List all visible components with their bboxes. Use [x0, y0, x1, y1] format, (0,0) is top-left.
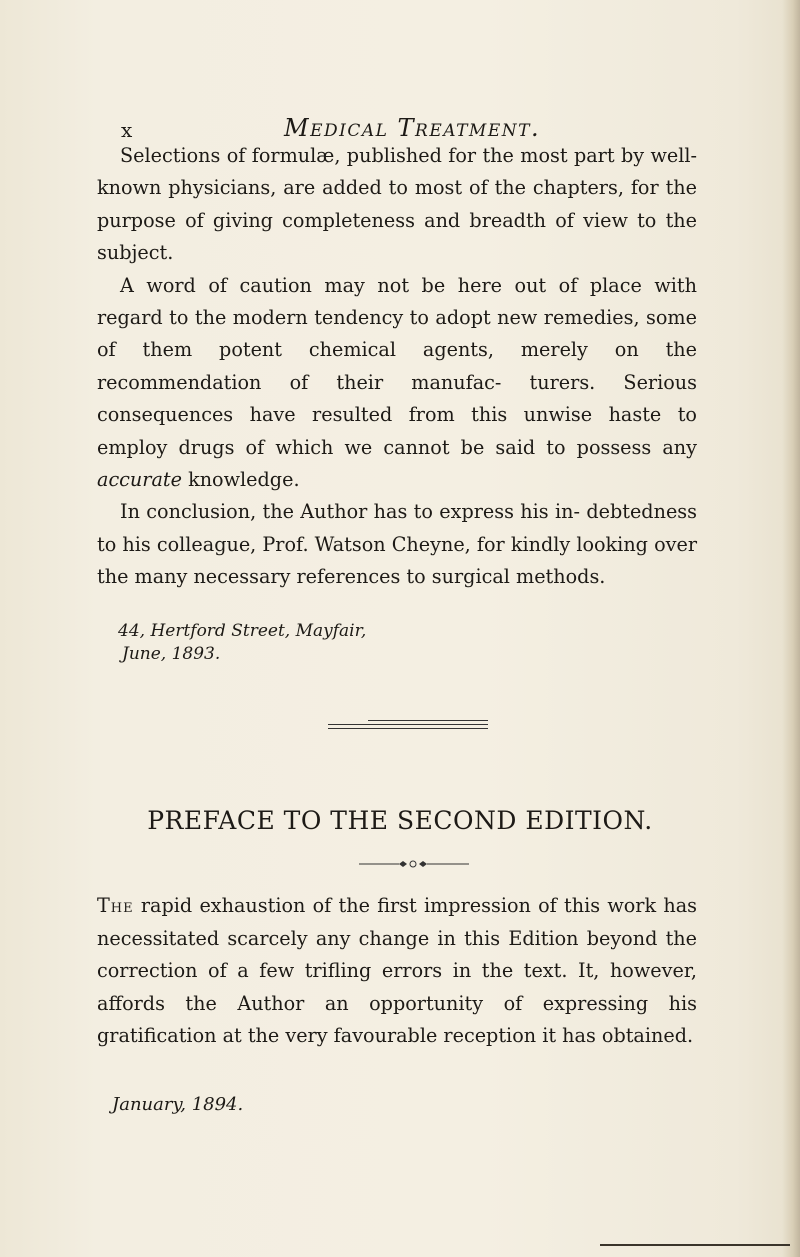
signoff-date: June, 1893.: [122, 644, 221, 664]
section-divider: [328, 720, 488, 732]
paragraph-caution-text: A word of caution may not be here out of place with regard to the modern tendency to adopt new remedies, some of them potent chemical agents, merely on the recommendation of their manufac- turers. Serious consequences have resulted from this unwise haste to employ drugs of which we cannot be said to possess any: [97, 273, 697, 459]
emphasis-accurate: accurate: [97, 468, 182, 492]
signoff: [118, 620, 366, 666]
second-edition-date: January, 1894.: [112, 1094, 244, 1115]
paragraph-formulae: Selections of formulæ, published for the most part by well-known physicians, are added to most of the chapters, for the purpose of giving completeness and breadth of view to the subject.: [97, 144, 697, 265]
section-title: PREFACE TO THE SECOND EDITION.: [147, 806, 653, 835]
page-number: x: [121, 118, 134, 142]
page-edge-shadow: [782, 0, 800, 1257]
lead-word: The: [97, 894, 134, 917]
ornament-divider: [359, 860, 469, 868]
preface-body: [97, 140, 697, 594]
running-title: Medical Treatment.: [284, 114, 541, 142]
bottom-edge-line: [600, 1244, 790, 1246]
second-edition-text: [97, 890, 697, 1053]
signoff-address: 44, Hertford Street, Mayfair,: [118, 621, 367, 641]
paragraph-caution-tail: knowledge.: [181, 468, 300, 492]
second-edition-paragraph: rapid exhaustion of the first impression of this work has necessitated scarcely any change in this Edition beyond the correction of a few trifling errors in the text. It, however, affords the Author an opportunity of expressing his gratification at the very favourable reception it has obtained.: [97, 894, 697, 1047]
paragraph-caution: [97, 270, 697, 497]
paragraph-conclusion: In conclusion, the Author has to express his in- debtedness to his colleague, Prof. Watson Cheyne, for kindly looking over the many necessary references to surgical methods.: [97, 500, 697, 589]
